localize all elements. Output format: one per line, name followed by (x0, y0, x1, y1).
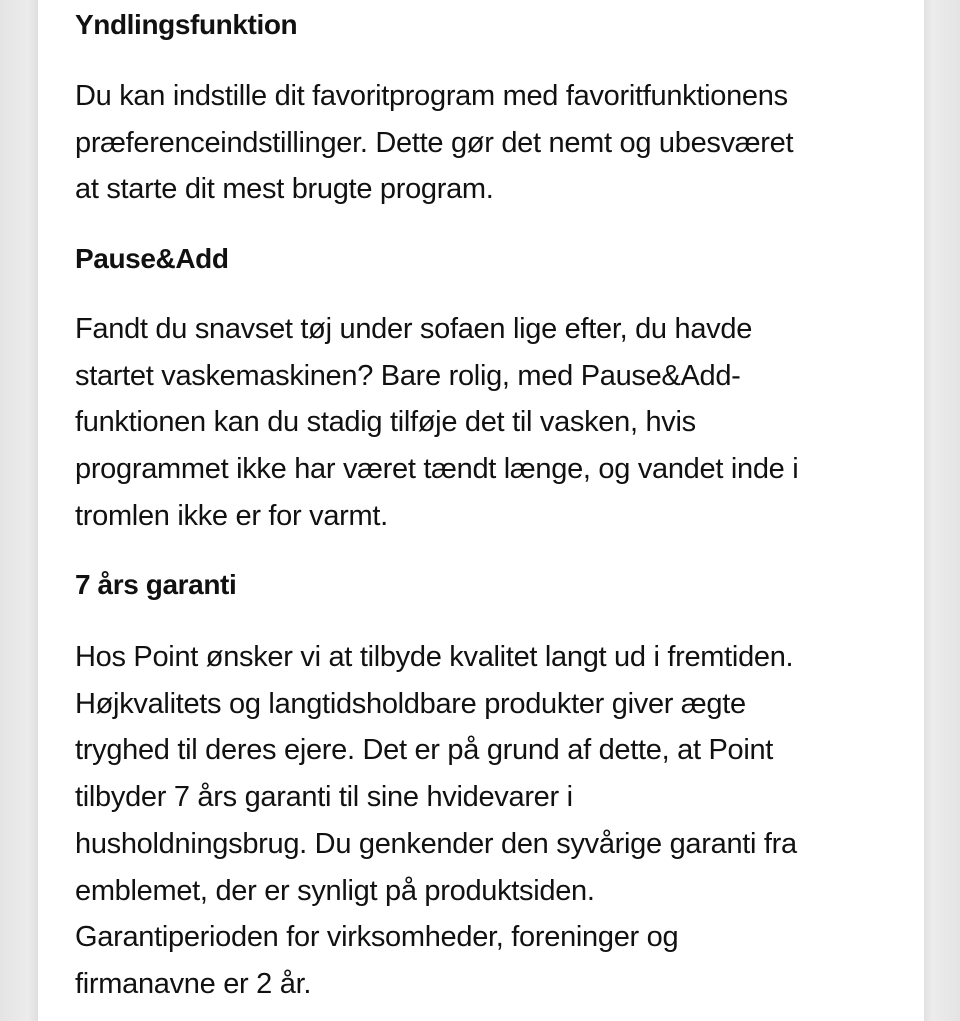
section-body-pause-add (75, 306, 895, 540)
body-line: Garantiperioden for virksomheder, foreninger og (75, 921, 679, 954)
section-title-garanti: 7 års garanti (75, 569, 237, 600)
body-line: tilbyder 7 års garanti til sine hvidevarer i (75, 781, 573, 814)
section-body-garanti (75, 634, 895, 1008)
body-line: firmanavne er 2 år. (75, 967, 312, 1000)
body-line: tromlen ikke er for varmt. (75, 499, 388, 532)
section-title-pause-add: Pause&Add (75, 243, 229, 274)
body-line: Hos Point ønsker vi at tilbyde kvalitet langt ud i fremtiden. (75, 641, 794, 673)
left-page-margin (0, 0, 40, 1021)
body-line: programmet ikke har været tændt længe, og vandet inde i (75, 453, 799, 486)
body-line: emblemet, der er synligt på produktsiden. (75, 874, 595, 907)
body-line: husholdningsbrug. Du genkender den syvårige garanti fra (75, 827, 797, 860)
body-line: at starte dit mest brugte program. (75, 173, 494, 206)
body-line: tryghed til deres ejere. Det er på grund af dette, at Point (75, 734, 774, 767)
body-line: Højkvalitets og langtidsholdbare produkter giver ægte (75, 687, 746, 720)
section-body-yndlingsfunktion (75, 73, 895, 213)
body-line: Fandt du snavset tøj under sofaen lige efter, du havde (75, 313, 753, 345)
section-title-yndlingsfunktion: Yndlingsfunktion (75, 9, 298, 40)
content-card (38, 0, 924, 1021)
body-line: startet vaskemaskinen? Bare rolig, med Pause&Add- (75, 359, 741, 392)
body-line: funktionen kan du stadig tilføje det til vasken, hvis (75, 406, 696, 439)
right-page-margin (920, 0, 960, 1021)
body-line: Du kan indstille dit favoritprogram med favoritfunktionens (75, 80, 788, 112)
body-line: præferenceindstillinger. Dette gør det nemt og ubesværet (75, 126, 794, 159)
